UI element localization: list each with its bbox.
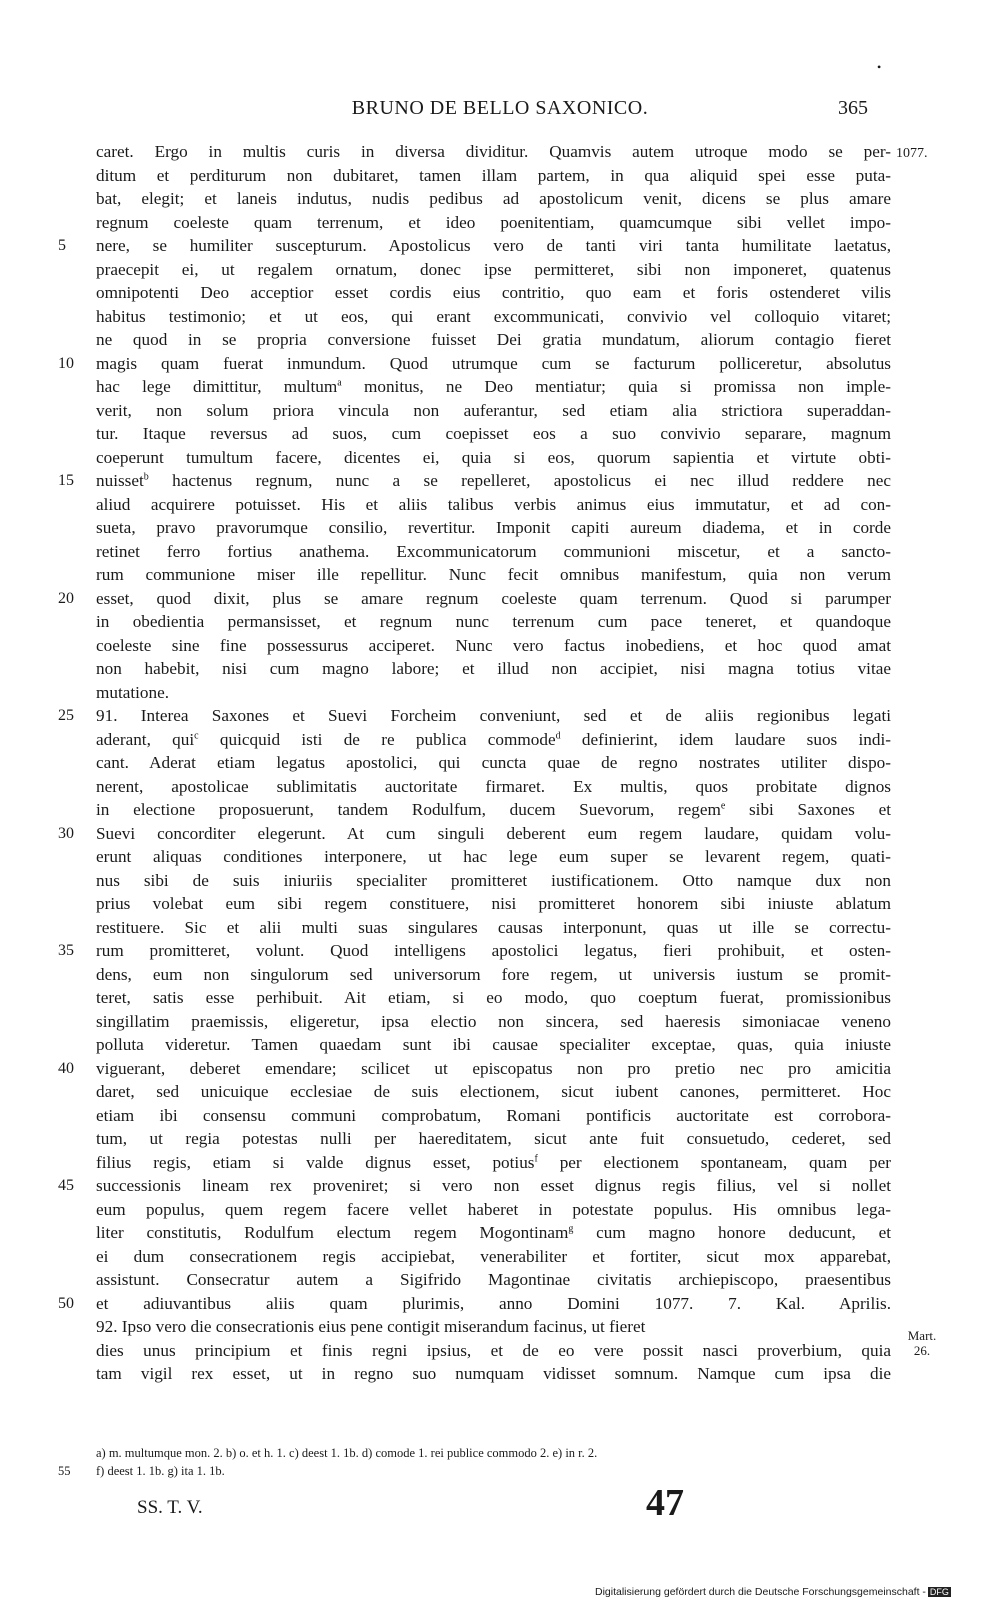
footnote-line-2: f) deest 1. 1b. g) ita 1. 1b.	[96, 1464, 225, 1478]
text-line: tur. Itaque reversus ad suos, cum coepisset eos a suo convivio separare, magnum	[96, 424, 891, 443]
text-line: habitus testimonio; et ut eos, qui erant excommunicati, convivio vel colloquio vitaret;	[96, 306, 891, 326]
text-line: magis quam fuerat inmundum. Quod utrumque cum se facturum polliceretur, absolutus	[96, 353, 891, 373]
text-line: mutatione.	[96, 682, 170, 702]
text-line: caret. Ergo in multis curis in diversa dividitur. Quamvis autem utroque modo se per-	[96, 142, 891, 161]
text-line: esset, quod dixit, plus se amare regnum coeleste quam terrenum. Quod si parumper	[96, 588, 891, 608]
dfg-logo: DFG	[929, 1587, 949, 1597]
text-line: erunt aliquas conditiones interponere, ut hac lege eum super se levarent regem, quati-	[96, 847, 891, 866]
text-line: coeleste sine fine possessurus acciperet. Nunc vero factus inobediens, et hoc quod amat	[96, 635, 891, 655]
text-line: nus sibi de suis iniuriis specialiter promitteret iustificationem. Otto namque dux non	[96, 870, 891, 890]
text-line: etiam ibi consensu communi comprobatum, Romani pontificis auctoritate est corrobora-	[96, 1105, 891, 1125]
text-line: eum populus, quem regem facere vellet haberet in potestate populus. His omnibus lega-	[96, 1199, 891, 1219]
line-number: 15	[58, 472, 74, 489]
text-line: prius volebat eum sibi regem constituere, nisi promitteret honorem sibi iniuste ablatum	[96, 894, 891, 913]
text-line: tum, ut regia potestas nulli per haereditatem, sicut ante fuit consuetudo, cederet, sed	[96, 1129, 891, 1148]
text-line: liter constitutis, Rodulfum electum regem Mogontinam$^g$ cum magno honore deducunt, et	[96, 1223, 891, 1242]
text-line: nuisset$^b$ hactenus regnum, nunc a se repelleret, apostolicus ei nec illud reddere nec	[96, 471, 891, 490]
line-number: 45	[58, 1177, 74, 1194]
text-line: nere, se humiliter suscepturum. Apostolicus vero de tanti viri tanta humilitate laetatus,	[96, 236, 891, 255]
text-line: nerent, apostolicae sublimitatis auctoritate firmaret. Ex multis, quos probitate dignos	[96, 776, 891, 796]
text-line: teret, satis esse perhibuit. Ait etiam, si eo modo, quo coeptum fuerat, promissionibus	[96, 988, 891, 1007]
page-number: 365	[838, 97, 868, 119]
text-line: hac lege dimittitur, multum$^a$ monitus, ne Deo mentiatur; quia si promissa non imple-	[96, 377, 891, 396]
text-line: in electione proposuerunt, tandem Rodulfum, ducem Suevorum, regem$^e$ sibi Saxones et	[96, 800, 891, 819]
text-line: et adiuvantibus aliis quam plurimis, anno Domini 1077. 7. Kal. Aprilis.	[96, 1293, 891, 1313]
text-line: verit, non solum priora vincula non auferantur, sed etiam alia strictiora superaddan-	[96, 400, 891, 420]
text-line: sueta, pravo pravorumque consilio, revertitur. Imponit capiti aureum diadema, et in corde	[96, 518, 891, 537]
text-line: cant. Aderat etiam legatus apostolici, qui cuncta quae de regno nostrates utiliter dispo-	[96, 753, 891, 772]
margin-date-month: Mart.	[907, 1328, 937, 1343]
text-line: restituere. Sic et alii multi suas singulares causas interponunt, quas ut ille se correctu-	[96, 917, 891, 937]
text-line: rum promitteret, volunt. Quod intelligens apostolici legatus, fieri prohibuit, et osten-	[96, 941, 891, 960]
line-number: 35	[58, 942, 74, 959]
text-line: dies unus principium et finis regni ipsius, et de eo vere possit nasci proverbium, quia	[96, 1340, 891, 1360]
text-line: non habebit, nisi cum magno labore; et illud non accipiet, nisi magna totius vitae	[96, 659, 891, 678]
line-number: 5	[58, 237, 66, 254]
sheet-number: 47	[646, 1482, 684, 1524]
text-line: successionis lineam rex proveniret; si vero non esset dignus regis filius, vel si nollet	[96, 1176, 891, 1195]
margin-year: 1077.	[896, 146, 928, 161]
text-line: Suevi concorditer elegerunt. At cum singuli deberent eum regem laudare, quidam volu-	[96, 823, 891, 843]
line-number: 10	[58, 354, 74, 372]
text-line: in obedientia permansisset, et regnum nunc terrenum cum pace teneret, et quandoque	[96, 612, 891, 631]
line-number: 50	[58, 1294, 74, 1312]
line-number: 30	[58, 824, 74, 842]
text-line: omnipotenti Deo acceptior esset cordis eius contritio, quo eam et foris ostenderet vilis	[96, 283, 891, 302]
text-line: bat, elegit; et laneis indutus, nudis pedibus ad apostolicum venit, dicens se plus amare	[96, 189, 891, 208]
text-line: 91. Interea Saxones et Suevi Forcheim conveniunt, sed et de aliis regionibus legati	[96, 706, 891, 725]
text-line: assistunt. Consecratur autem a Sigifrido Magontinae civitatis archiepiscopo, praesentibus	[96, 1270, 891, 1289]
text-line: ei dum consecrationem regis accipiebat, venerabiliter et fortiter, sicut mox apparebat,	[96, 1246, 891, 1266]
text-line: daret, sed unicuique ecclesiae de suis electionem, sicut iubent canones, permitteret. Hoc	[96, 1082, 891, 1101]
footnote-line-1: a) m. multumque mon. 2. b) o. et h. 1. c) deest 1. 1b. d) comode 1. rei publice commodo 2. e) in r. 2.	[96, 1446, 598, 1460]
line-number: 40	[58, 1059, 74, 1077]
footnote-line-number: 55	[58, 1464, 71, 1478]
text-line: polluta videretur. Tamen quaedam sunt ibi causae specialiter exceptae, quas, quia iniuste	[96, 1035, 891, 1054]
text-line: aderant, qui$^c$ quicquid isti de re publica commode$^d$ definierint, idem laudare suos indi-	[96, 729, 891, 749]
text-line: dens, eum non singulorum sed universorum fore regem, ut universis iustum se promit-	[96, 964, 891, 984]
signature-mark: SS. T. V.	[137, 1497, 203, 1518]
line-number: 20	[58, 589, 74, 607]
text-line: ditum et perditurum non dubitaret, tamen illam partem, in qua aliquid spei esse puta-	[96, 165, 891, 185]
margin-date-day: 26.	[913, 1343, 931, 1358]
margin-date	[896, 1328, 948, 1358]
text-line: 92. Ipso vero die consecrationis eius pene contigit miserandum facinus, ut fieret	[96, 1317, 646, 1336]
text-line: coeperunt tumultum facere, dicentes ei, quia si eos, quorum sapientia et virtute obti-	[96, 447, 891, 467]
text-line: aliud acquirere potuisset. His et aliis talibus verbis animus eius immutatur, et ad con-	[96, 494, 891, 514]
main-text	[96, 140, 891, 1386]
credit-text: Digitalisierung gefördert durch die Deutsche Forschungsgemeinschaft -	[595, 1586, 926, 1598]
text-line: retinet ferro fortius anathema. Excommunicatorum communioni miscetur, et a sancto-	[96, 541, 891, 561]
text-line: ne quod in se propria conversione fuisset Dei gratia mundatum, aliorum contagio fieret	[96, 330, 891, 349]
line-number: 25	[58, 707, 74, 724]
speck: •	[877, 60, 882, 74]
digitization-credit	[595, 1586, 951, 1598]
text-line: rum communione miser ille repellitur. Nunc fecit omnibus manifestum, quia non verum	[96, 565, 891, 584]
text-line: singillatim praemissis, eligeretur, ipsa electio non sincera, sed haeresis simoniacae veneno	[96, 1011, 891, 1031]
text-line: viguerant, deberet emendare; scilicet ut episcopatus non pro pretio nec pro amicitia	[96, 1058, 891, 1078]
text-line: praecepit ei, ut regalem ornatum, donec ipse permitteret, sibi non imponeret, quatenus	[96, 259, 891, 279]
running-title: BRUNO DE BELLO SAXONICO.	[351, 97, 649, 119]
text-line: regnum coeleste quam terrenum, et ideo poenitentiam, quamcumque sibi vellet impo-	[96, 212, 891, 232]
text-line: filius regis, etiam si valde dignus esset, potius$^f$ per electionem spontaneam, quam per	[96, 1152, 891, 1172]
text-line: tam vigil rex esset, ut in regno suo numquam vidisset somnum. Namque cum ipsa die	[96, 1364, 891, 1383]
